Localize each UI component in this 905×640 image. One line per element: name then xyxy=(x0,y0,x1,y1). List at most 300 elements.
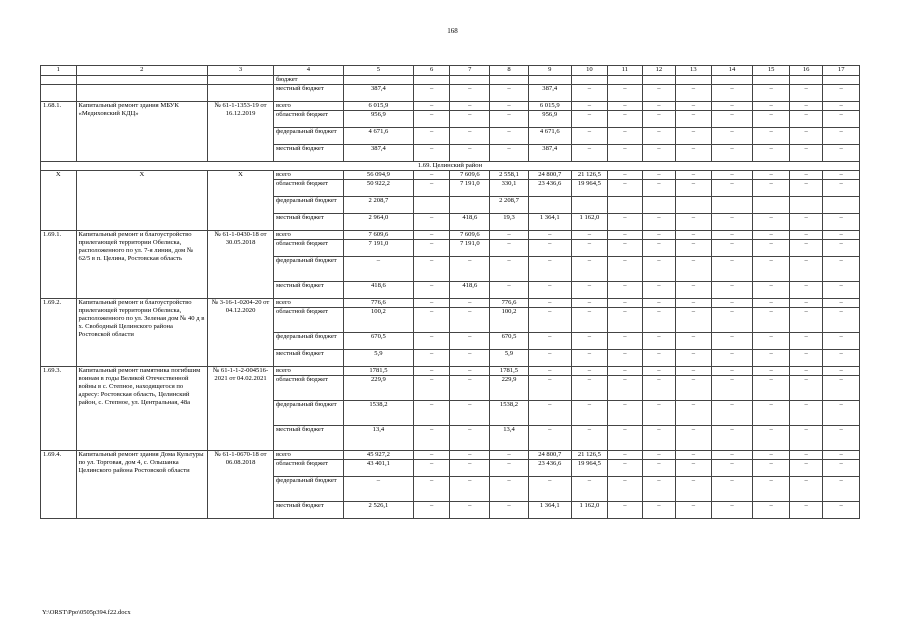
value-cell: 24 800,7 xyxy=(528,451,571,460)
header-cell: 13 xyxy=(676,66,712,76)
value-cell xyxy=(676,197,712,214)
value-cell: – xyxy=(413,460,450,477)
table-body xyxy=(41,66,860,519)
value-cell xyxy=(343,76,413,85)
empty-cell xyxy=(76,85,208,102)
value-cell: – xyxy=(528,299,571,308)
value-cell: – xyxy=(823,308,860,333)
value-cell: – xyxy=(711,145,753,162)
value-cell: – xyxy=(413,171,450,180)
value-cell: – xyxy=(676,477,712,502)
value-cell: 100,2 xyxy=(490,308,529,333)
value-cell: – xyxy=(823,240,860,257)
footer-path: Y:\ORST\Ppo\0505p394.f22.docx xyxy=(42,609,131,616)
funding-source: областной бюджет xyxy=(273,460,343,477)
value-cell: – xyxy=(490,231,529,240)
value-cell xyxy=(753,197,790,214)
value-cell: 2 964,0 xyxy=(343,214,413,231)
value-cell: – xyxy=(823,85,860,102)
value-cell: – xyxy=(753,477,790,502)
value-cell: – xyxy=(571,231,608,240)
value-cell: – xyxy=(823,350,860,367)
value-cell: – xyxy=(413,282,450,299)
header-cell: 15 xyxy=(753,66,790,76)
value-cell: – xyxy=(789,451,822,460)
header-cell: 16 xyxy=(789,66,822,76)
value-cell: – xyxy=(823,502,860,519)
value-cell: – xyxy=(490,460,529,477)
value-cell: – xyxy=(450,502,490,519)
funding-source: областной бюджет xyxy=(273,111,343,128)
funding-source: местный бюджет xyxy=(273,502,343,519)
value-cell: 1 364,1 xyxy=(528,214,571,231)
value-cell: 24 800,7 xyxy=(528,171,571,180)
value-cell: 21 126,5 xyxy=(571,451,608,460)
value-cell: – xyxy=(642,502,675,519)
value-cell: – xyxy=(608,333,642,350)
value-cell: – xyxy=(528,350,571,367)
value-cell: – xyxy=(450,350,490,367)
value-cell: – xyxy=(571,111,608,128)
value-cell: – xyxy=(450,460,490,477)
value-cell: – xyxy=(676,257,712,282)
value-cell: – xyxy=(450,299,490,308)
value-cell: – xyxy=(823,401,860,426)
value-cell: – xyxy=(608,460,642,477)
table-row xyxy=(41,231,860,240)
header-cell: 2 xyxy=(76,66,208,76)
value-cell: – xyxy=(608,214,642,231)
value-cell: – xyxy=(642,282,675,299)
value-cell: – xyxy=(413,128,450,145)
value-cell: – xyxy=(676,214,712,231)
funding-source: федеральный бюджет xyxy=(273,197,343,214)
value-cell: – xyxy=(608,257,642,282)
value-cell: – xyxy=(823,477,860,502)
value-cell: – xyxy=(823,180,860,197)
value-cell: – xyxy=(753,460,790,477)
value-cell: 387,4 xyxy=(343,85,413,102)
value-cell: – xyxy=(608,102,642,111)
value-cell: – xyxy=(490,128,529,145)
header-cell: 3 xyxy=(208,66,274,76)
value-cell: – xyxy=(608,451,642,460)
value-cell: – xyxy=(642,180,675,197)
value-cell: – xyxy=(676,282,712,299)
table-row xyxy=(41,171,860,180)
value-cell: – xyxy=(789,257,822,282)
value-cell: – xyxy=(711,214,753,231)
value-cell: 670,5 xyxy=(343,333,413,350)
value-cell: – xyxy=(413,102,450,111)
value-cell: – xyxy=(711,451,753,460)
value-cell: – xyxy=(753,333,790,350)
value-cell: – xyxy=(753,401,790,426)
value-cell: – xyxy=(413,426,450,451)
value-cell: – xyxy=(676,85,712,102)
funding-source: федеральный бюджет xyxy=(273,257,343,282)
value-cell: – xyxy=(413,299,450,308)
value-cell: – xyxy=(642,171,675,180)
table-row xyxy=(41,76,860,85)
value-cell: – xyxy=(789,299,822,308)
value-cell: – xyxy=(823,367,860,376)
object-name: Х xyxy=(76,171,208,231)
value-cell: – xyxy=(753,171,790,180)
header-cell: 4 xyxy=(273,66,343,76)
value-cell: – xyxy=(450,308,490,333)
value-cell xyxy=(490,76,529,85)
value-cell: – xyxy=(450,451,490,460)
value-cell: – xyxy=(711,257,753,282)
value-cell: – xyxy=(528,401,571,426)
empty-cell xyxy=(41,76,77,85)
value-cell: – xyxy=(642,376,675,401)
value-cell: 56 094,9 xyxy=(343,171,413,180)
value-cell: – xyxy=(789,231,822,240)
value-cell: – xyxy=(789,426,822,451)
value-cell: – xyxy=(789,214,822,231)
value-cell: – xyxy=(676,231,712,240)
value-cell: – xyxy=(711,426,753,451)
value-cell: – xyxy=(571,333,608,350)
header-cell: 12 xyxy=(642,66,675,76)
value-cell: – xyxy=(711,376,753,401)
value-cell xyxy=(642,197,675,214)
value-cell: – xyxy=(789,367,822,376)
value-cell: – xyxy=(608,477,642,502)
value-cell: 2 558,1 xyxy=(490,171,529,180)
value-cell: – xyxy=(450,401,490,426)
value-cell: – xyxy=(823,171,860,180)
value-cell: – xyxy=(571,367,608,376)
value-cell: – xyxy=(676,460,712,477)
value-cell: – xyxy=(571,376,608,401)
value-cell: – xyxy=(753,376,790,401)
value-cell: – xyxy=(642,299,675,308)
value-cell: 1 162,0 xyxy=(571,502,608,519)
value-cell: – xyxy=(823,111,860,128)
value-cell: – xyxy=(711,477,753,502)
value-cell: – xyxy=(608,308,642,333)
value-cell: 13,4 xyxy=(490,426,529,451)
value-cell: – xyxy=(789,333,822,350)
value-cell: 956,9 xyxy=(343,111,413,128)
value-cell xyxy=(789,76,822,85)
value-cell: – xyxy=(642,145,675,162)
value-cell: – xyxy=(490,102,529,111)
value-cell: – xyxy=(642,308,675,333)
value-cell: – xyxy=(711,128,753,145)
funding-source: областной бюджет xyxy=(273,376,343,401)
value-cell: – xyxy=(608,426,642,451)
value-cell: – xyxy=(413,257,450,282)
value-cell: – xyxy=(789,376,822,401)
value-cell: – xyxy=(343,257,413,282)
value-cell xyxy=(711,76,753,85)
value-cell xyxy=(608,76,642,85)
funding-source: местный бюджет xyxy=(273,350,343,367)
value-cell xyxy=(711,197,753,214)
value-cell: – xyxy=(823,231,860,240)
value-cell: – xyxy=(789,460,822,477)
value-cell: – xyxy=(789,502,822,519)
value-cell xyxy=(789,197,822,214)
value-cell: – xyxy=(676,299,712,308)
value-cell: – xyxy=(490,502,529,519)
value-cell: – xyxy=(413,451,450,460)
funding-source: областной бюджет xyxy=(273,240,343,257)
document-number: № 61-1-1-2-004516-2021 от 04.02.2021 xyxy=(208,367,274,451)
value-cell: – xyxy=(676,180,712,197)
value-cell: – xyxy=(571,145,608,162)
value-cell: 2 208,7 xyxy=(490,197,529,214)
value-cell: – xyxy=(711,111,753,128)
value-cell: – xyxy=(528,308,571,333)
value-cell: – xyxy=(608,128,642,145)
value-cell: – xyxy=(490,240,529,257)
value-cell: – xyxy=(571,257,608,282)
value-cell: – xyxy=(789,145,822,162)
header-cell: 17 xyxy=(823,66,860,76)
funding-source: всего xyxy=(273,231,343,240)
value-cell: – xyxy=(413,376,450,401)
page-number: 168 xyxy=(447,27,458,35)
value-cell: – xyxy=(823,299,860,308)
value-cell: – xyxy=(642,401,675,426)
empty-cell xyxy=(208,85,274,102)
value-cell: 6 015,9 xyxy=(528,102,571,111)
value-cell: – xyxy=(823,102,860,111)
funding-source: бюджет xyxy=(273,76,343,85)
value-cell: – xyxy=(450,426,490,451)
value-cell xyxy=(413,197,450,214)
value-cell: – xyxy=(642,333,675,350)
section-title: 1.69. Целинский район xyxy=(41,162,860,171)
value-cell: 4 671,6 xyxy=(343,128,413,145)
value-cell: – xyxy=(450,477,490,502)
value-cell: – xyxy=(711,460,753,477)
value-cell xyxy=(642,76,675,85)
value-cell: – xyxy=(571,102,608,111)
value-cell: – xyxy=(789,282,822,299)
value-cell: – xyxy=(711,333,753,350)
table-row xyxy=(41,367,860,376)
value-cell: – xyxy=(343,477,413,502)
value-cell: – xyxy=(413,180,450,197)
item-number: 1.69.2. xyxy=(41,299,77,367)
value-cell: 7 609,6 xyxy=(450,231,490,240)
value-cell: – xyxy=(823,333,860,350)
value-cell: – xyxy=(528,282,571,299)
value-cell: – xyxy=(676,367,712,376)
value-cell: 2 526,1 xyxy=(343,502,413,519)
value-cell: – xyxy=(711,367,753,376)
value-cell: – xyxy=(413,85,450,102)
value-cell: – xyxy=(571,426,608,451)
funding-source: местный бюджет xyxy=(273,145,343,162)
value-cell: 19 964,5 xyxy=(571,180,608,197)
value-cell: 43 401,1 xyxy=(343,460,413,477)
value-cell: – xyxy=(753,111,790,128)
value-cell: – xyxy=(711,240,753,257)
value-cell xyxy=(450,76,490,85)
value-cell: 1 364,1 xyxy=(528,502,571,519)
value-cell: – xyxy=(490,451,529,460)
value-cell: 100,2 xyxy=(343,308,413,333)
value-cell: – xyxy=(608,180,642,197)
value-cell: – xyxy=(711,102,753,111)
value-cell: – xyxy=(789,111,822,128)
value-cell: – xyxy=(753,282,790,299)
value-cell: 6 015,9 xyxy=(343,102,413,111)
header-row xyxy=(41,66,860,76)
value-cell: 5,9 xyxy=(343,350,413,367)
funding-source: всего xyxy=(273,102,343,111)
funding-source: федеральный бюджет xyxy=(273,401,343,426)
value-cell: 418,6 xyxy=(450,282,490,299)
value-cell: 50 922,2 xyxy=(343,180,413,197)
value-cell: – xyxy=(676,350,712,367)
value-cell: – xyxy=(608,111,642,128)
document-number: № 61-1-1353-19 от 16.12.2019 xyxy=(208,102,274,162)
value-cell: – xyxy=(642,426,675,451)
value-cell: 2 208,7 xyxy=(343,197,413,214)
value-cell xyxy=(450,197,490,214)
value-cell: – xyxy=(528,426,571,451)
header-cell: 9 xyxy=(528,66,571,76)
value-cell: 330,1 xyxy=(490,180,529,197)
value-cell: – xyxy=(676,111,712,128)
funding-source: областной бюджет xyxy=(273,308,343,333)
value-cell: – xyxy=(413,231,450,240)
value-cell: – xyxy=(823,214,860,231)
document-number: № 3-16-1-0204-20 от 04.12.2020 xyxy=(208,299,274,367)
value-cell: 670,5 xyxy=(490,333,529,350)
value-cell: – xyxy=(642,257,675,282)
object-name: Капитальный ремонт и благоустройство прилегающей территории Обелиска, расположенного по ул. Зеленая дом № 40 д в х. Свободный Целинского района Ростовской области xyxy=(76,299,208,367)
value-cell: – xyxy=(676,128,712,145)
funding-source: федеральный бюджет xyxy=(273,128,343,145)
value-cell: – xyxy=(789,401,822,426)
header-cell: 6 xyxy=(413,66,450,76)
funding-source: федеральный бюджет xyxy=(273,477,343,502)
value-cell: – xyxy=(676,451,712,460)
value-cell: – xyxy=(413,145,450,162)
item-number: 1.69.4. xyxy=(41,451,77,519)
header-cell: 5 xyxy=(343,66,413,76)
value-cell: 1538,2 xyxy=(490,401,529,426)
value-cell: – xyxy=(711,171,753,180)
value-cell: – xyxy=(571,350,608,367)
value-cell: 7 191,0 xyxy=(450,180,490,197)
object-name: Капитальный ремонт памятника погибшим воинам в годы Великой Отечественной войны в с. Степное, находящегося по адресу: Ростовская область, Целинский район, с. Степное, ул. Центральная, 48а xyxy=(76,367,208,451)
value-cell: – xyxy=(608,376,642,401)
value-cell: – xyxy=(711,231,753,240)
funding-source: всего xyxy=(273,451,343,460)
value-cell: – xyxy=(789,171,822,180)
value-cell: – xyxy=(608,350,642,367)
funding-source: местный бюджет xyxy=(273,85,343,102)
value-cell: 7 609,6 xyxy=(450,171,490,180)
value-cell: – xyxy=(823,145,860,162)
document-number: Х xyxy=(208,171,274,231)
value-cell: – xyxy=(753,502,790,519)
empty-cell xyxy=(41,85,77,102)
value-cell: – xyxy=(608,145,642,162)
funding-source: местный бюджет xyxy=(273,282,343,299)
value-cell: – xyxy=(753,308,790,333)
value-cell: – xyxy=(450,111,490,128)
value-cell: – xyxy=(528,231,571,240)
value-cell: – xyxy=(753,426,790,451)
value-cell: – xyxy=(528,257,571,282)
value-cell: – xyxy=(789,350,822,367)
value-cell: – xyxy=(608,231,642,240)
value-cell: – xyxy=(753,299,790,308)
item-number: 1.69.1. xyxy=(41,231,77,299)
value-cell: – xyxy=(413,214,450,231)
value-cell xyxy=(676,76,712,85)
header-cell: 8 xyxy=(490,66,529,76)
value-cell: – xyxy=(413,111,450,128)
value-cell: – xyxy=(789,85,822,102)
value-cell: 418,6 xyxy=(450,214,490,231)
value-cell: – xyxy=(676,401,712,426)
document-number: № 61-1-0430-18 от 30.05.2018 xyxy=(208,231,274,299)
header-cell: 10 xyxy=(571,66,608,76)
value-cell: – xyxy=(753,367,790,376)
value-cell: – xyxy=(711,502,753,519)
value-cell: – xyxy=(450,145,490,162)
value-cell: – xyxy=(642,451,675,460)
value-cell xyxy=(823,76,860,85)
value-cell: – xyxy=(450,85,490,102)
value-cell: – xyxy=(528,240,571,257)
value-cell: 387,4 xyxy=(528,85,571,102)
value-cell: – xyxy=(753,85,790,102)
value-cell: 1538,2 xyxy=(343,401,413,426)
funding-source: местный бюджет xyxy=(273,214,343,231)
value-cell: 19 964,5 xyxy=(571,460,608,477)
value-cell: 418,6 xyxy=(343,282,413,299)
value-cell: – xyxy=(413,308,450,333)
item-number: 1.68.1. xyxy=(41,102,77,162)
value-cell: – xyxy=(490,111,529,128)
value-cell: – xyxy=(823,128,860,145)
value-cell: – xyxy=(642,102,675,111)
value-cell: – xyxy=(571,85,608,102)
value-cell: – xyxy=(711,401,753,426)
value-cell: 7 191,0 xyxy=(343,240,413,257)
value-cell: 956,9 xyxy=(528,111,571,128)
value-cell: – xyxy=(823,426,860,451)
value-cell: – xyxy=(608,502,642,519)
value-cell: – xyxy=(571,401,608,426)
table-row xyxy=(41,85,860,102)
value-cell: 23 436,6 xyxy=(528,180,571,197)
value-cell: – xyxy=(711,85,753,102)
value-cell: – xyxy=(711,299,753,308)
value-cell: 1 162,0 xyxy=(571,214,608,231)
value-cell: – xyxy=(711,350,753,367)
value-cell: – xyxy=(450,102,490,111)
value-cell: – xyxy=(789,308,822,333)
value-cell: 776,6 xyxy=(490,299,529,308)
value-cell: – xyxy=(528,376,571,401)
value-cell: – xyxy=(413,401,450,426)
value-cell: – xyxy=(608,240,642,257)
